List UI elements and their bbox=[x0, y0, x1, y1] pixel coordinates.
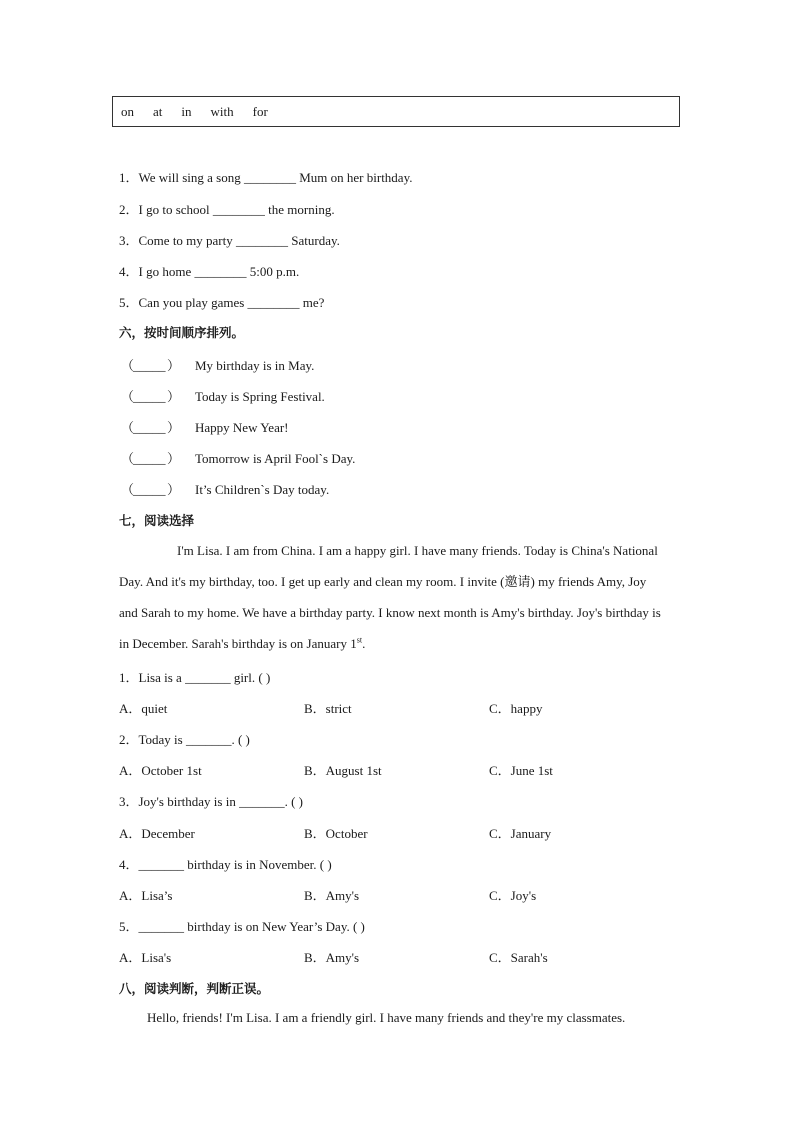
fill-blank-question: 1．We will sing a song ________ Mum on her birthday. bbox=[119, 170, 413, 185]
option-c: C．January bbox=[489, 826, 552, 841]
ordering-item: （_____ ） Today is Spring Festival. bbox=[121, 389, 325, 404]
option-b: B．strict bbox=[304, 701, 352, 716]
section-6-title: 六，按时间顺序排列。 bbox=[119, 325, 245, 340]
ordering-item: （_____ ） Happy New Year! bbox=[121, 420, 289, 435]
fill-blank-question: 3．Come to my party ________ Saturday. bbox=[119, 233, 340, 248]
option-a: A．October 1st bbox=[119, 763, 202, 778]
option-c: C．Sarah's bbox=[489, 950, 548, 965]
option-a: A．Lisa’s bbox=[119, 888, 173, 903]
reading-passage: I'm Lisa. I am from China. I am a happy girl. I have many friends. Today is China's National Day. And it's my birthday, too. I get up early and clean my room. I invite (邀请) my friends Amy, Joy and Sarah to my home. We have a birthday party. I know next month is Amy's birthday. Joy's birthday is in December. Sarah's birthday is on January 1st. bbox=[119, 543, 661, 651]
mc-question: 5．_______ birthday is on New Year’s Day. ( ) bbox=[119, 919, 365, 934]
option-b: B．Amy's bbox=[304, 888, 360, 903]
mc-question: 4．_______ birthday is in November. ( ) bbox=[119, 857, 332, 872]
option-b: B．August 1st bbox=[304, 763, 382, 778]
mc-question: 2．Today is _______. ( ) bbox=[119, 732, 250, 747]
option-b: B．October bbox=[304, 826, 368, 841]
option-a: A．December bbox=[119, 826, 195, 841]
option-c: C．June 1st bbox=[489, 763, 553, 778]
word-bank-item: at bbox=[153, 103, 163, 119]
fill-blank-question: 2．I go to school ________ the morning. bbox=[119, 202, 335, 217]
option-a: A．Lisa's bbox=[119, 950, 172, 965]
word-bank-item: in bbox=[181, 103, 192, 119]
word-bank-item: on bbox=[121, 103, 134, 119]
ordering-item: （_____ ） My birthday is in May. bbox=[121, 358, 315, 373]
section-7-title: 七，阅读选择 bbox=[119, 513, 195, 528]
fill-blank-question: 5．Can you play games ________ me? bbox=[119, 295, 325, 310]
word-bank-item: for bbox=[252, 103, 268, 119]
ordering-item: （_____ ） Tomorrow is April Fool`s Day. bbox=[121, 451, 356, 466]
section-8-title: 八，阅读判断，判断正误。 bbox=[119, 981, 270, 996]
option-c: C．happy bbox=[489, 701, 543, 716]
word-bank bbox=[112, 96, 680, 127]
option-c: C．Joy's bbox=[489, 888, 537, 903]
ordering-item: （_____ ） It’s Children`s Day today. bbox=[121, 482, 330, 497]
word-bank-item: with bbox=[210, 103, 234, 119]
fill-blank-question: 4．I go home ________ 5:00 p.m. bbox=[119, 264, 300, 279]
option-a: A．quiet bbox=[119, 701, 168, 716]
judgement-passage: Hello, friends! I'm Lisa. I am a friendly girl. I have many friends and they're my classmates. bbox=[147, 1010, 626, 1025]
mc-question: 1．Lisa is a _______ girl. ( ) bbox=[119, 670, 271, 685]
mc-question: 3．Joy's birthday is in _______. ( ) bbox=[119, 794, 303, 809]
option-b: B．Amy's bbox=[304, 950, 360, 965]
